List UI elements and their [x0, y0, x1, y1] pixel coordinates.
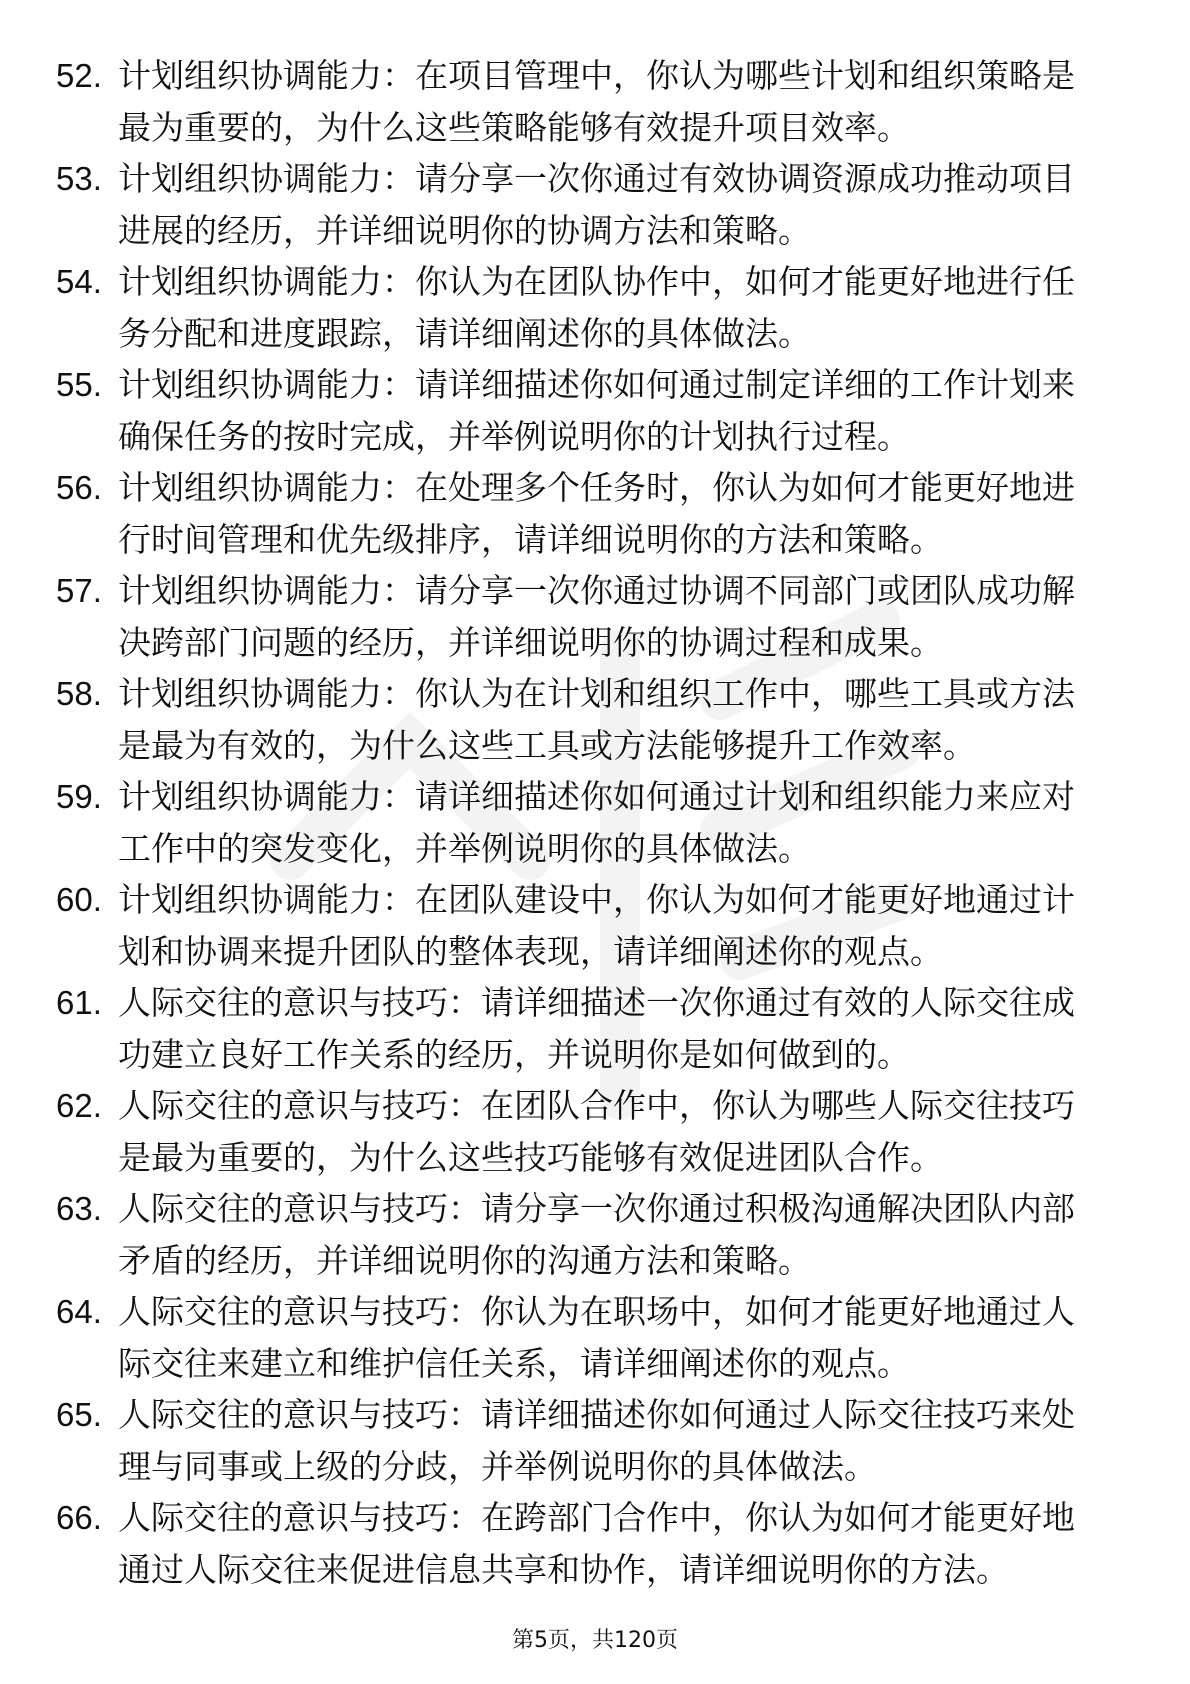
- question-number: 59.: [56, 778, 102, 815]
- question-item: [56, 977, 1116, 1080]
- page-footer: [0, 1626, 1190, 1656]
- page-number-label: 第5页，共120页: [512, 1628, 678, 1653]
- question-text: 人际交往的意识与技巧：在跨部门合作中，你认为如何才能更好地通过人际交往来促进信息共享和协作，请详细说明你的方法。: [118, 1498, 1075, 1589]
- question-text: 计划组织协调能力：请分享一次你通过有效协调资源成功推动项目进展的经历，并详细说明你的协调方法和策略。: [118, 159, 1075, 250]
- question-number: 52.: [56, 57, 102, 94]
- question-item: [56, 256, 1116, 359]
- question-text: 人际交往的意识与技巧：在团队合作中，你认为哪些人际交往技巧是最为重要的，为什么这些技巧能够有效促进团队合作。: [118, 1086, 1075, 1177]
- question-number: 63.: [56, 1190, 102, 1227]
- question-text: 人际交往的意识与技巧：请详细描述你如何通过人际交往技巧来处理与同事或上级的分歧，并举例说明你的具体做法。: [118, 1395, 1075, 1486]
- question-number: 55.: [56, 366, 102, 403]
- question-text: 计划组织协调能力：请分享一次你通过协调不同部门或团队成功解决跨部门问题的经历，并详细说明你的协调过程和成果。: [118, 571, 1075, 662]
- question-text: 计划组织协调能力：请详细描述你如何通过制定详细的工作计划来确保任务的按时完成，并举例说明你的计划执行过程。: [118, 365, 1075, 456]
- question-item: [56, 153, 1116, 256]
- question-text: 计划组织协调能力：你认为在团队协作中，如何才能更好地进行任务分配和进度跟踪，请详细阐述你的具体做法。: [118, 262, 1075, 353]
- question-item: [56, 1286, 1116, 1389]
- question-text: 计划组织协调能力：在处理多个任务时，你认为如何才能更好地进行时间管理和优先级排序，请详细说明你的方法和策略。: [118, 468, 1075, 559]
- question-text: 计划组织协调能力：在项目管理中，你认为哪些计划和组织策略是最为重要的，为什么这些策略能够有效提升项目效率。: [118, 56, 1075, 147]
- question-item: [56, 1183, 1116, 1286]
- question-number: 64.: [56, 1293, 102, 1330]
- question-item: [56, 874, 1116, 977]
- question-text: 计划组织协调能力：请详细描述你如何通过计划和组织能力来应对工作中的突发变化，并举例说明你的具体做法。: [118, 777, 1075, 868]
- question-number: 60.: [56, 881, 102, 918]
- question-item: [56, 50, 1116, 153]
- question-number: 58.: [56, 675, 102, 712]
- question-list: [56, 50, 1116, 1595]
- question-number: 57.: [56, 572, 102, 609]
- question-item: [56, 462, 1116, 565]
- question-text: 人际交往的意识与技巧：请详细描述一次你通过有效的人际交往成功建立良好工作关系的经历，并说明你是如何做到的。: [118, 983, 1075, 1074]
- question-text: 人际交往的意识与技巧：请分享一次你通过积极沟通解决团队内部矛盾的经历，并详细说明你的沟通方法和策略。: [118, 1189, 1075, 1280]
- question-item: [56, 771, 1116, 874]
- question-number: 65.: [56, 1396, 102, 1433]
- question-item: [56, 359, 1116, 462]
- question-text: 人际交往的意识与技巧：你认为在职场中，如何才能更好地通过人际交往来建立和维护信任关系，请详细阐述你的观点。: [118, 1292, 1075, 1383]
- question-number: 53.: [56, 160, 102, 197]
- question-text: 计划组织协调能力：你认为在计划和组织工作中，哪些工具或方法是最为有效的，为什么这些工具或方法能够提升工作效率。: [118, 674, 1075, 765]
- question-number: 61.: [56, 984, 102, 1021]
- question-number: 54.: [56, 263, 102, 300]
- question-number: 62.: [56, 1087, 102, 1124]
- question-number: 66.: [56, 1499, 102, 1536]
- question-item: [56, 1492, 1116, 1595]
- question-item: [56, 668, 1116, 771]
- question-number: 56.: [56, 469, 102, 506]
- question-text: 计划组织协调能力：在团队建设中，你认为如何才能更好地通过计划和协调来提升团队的整体表现，请详细阐述你的观点。: [118, 880, 1075, 971]
- question-item: [56, 1080, 1116, 1183]
- question-item: [56, 565, 1116, 668]
- question-item: [56, 1389, 1116, 1492]
